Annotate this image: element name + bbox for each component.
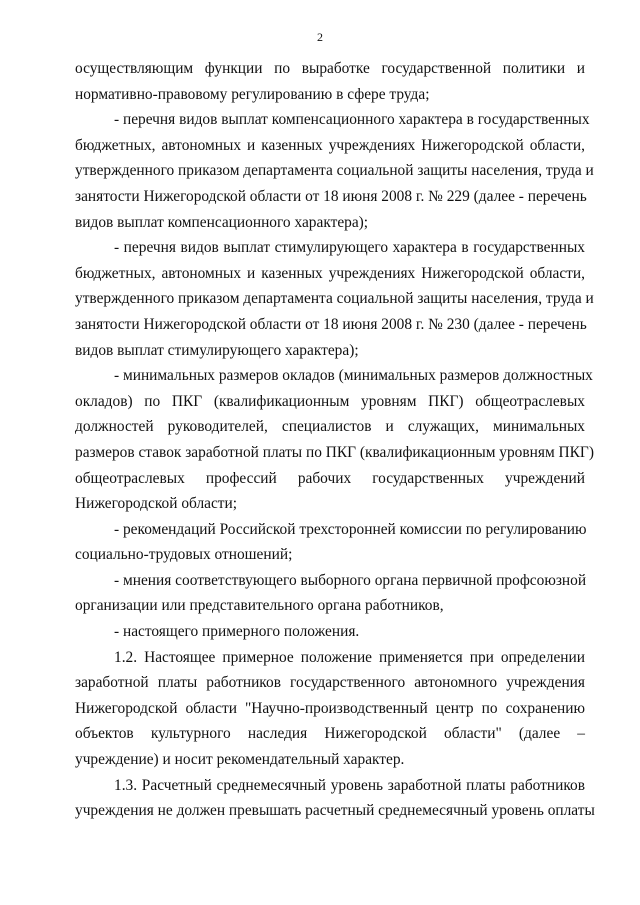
text-line: учреждение) и носит рекомендательный характер. [75,751,405,769]
text-line: утвержденного приказом департамента социальной защиты населения, труда и [75,290,594,308]
text-line: нормативно-правовому регулированию в сфере труда; [75,85,430,103]
document-body [75,56,595,824]
paragraph-p5 [75,568,585,619]
text-line: 1.2. Настоящее примерное положение применяется при определении [114,648,585,666]
paragraph-p7 [75,645,585,773]
paragraph-p6 [75,619,585,645]
text-line: 1.3. Расчетный среднемесячный уровень заработной платы работников [114,776,585,794]
text-line: - настоящего примерного положения. [114,623,360,641]
text-line: Нижегородской области "Научно-производственный центр по сохранению [75,699,585,717]
text-line: видов выплат компенсационного характера); [75,213,369,231]
text-line: занятости Нижегородской области от 18 июня 2008 г. № 230 (далее - перечень [75,315,587,333]
paragraph-p3 [75,363,594,517]
paragraph-p1 [75,107,594,235]
text-line: размеров ставок заработной платы по ПКГ (квалификационным уровням ПКГ) [75,443,594,461]
text-line: бюджетных, автономных и казенных учреждениях Нижегородской области, [75,136,585,154]
paragraph-p4 [75,517,585,568]
text-line: - минимальных размеров окладов (минимальных размеров должностных [114,367,593,385]
text-line: заработной платы работников государственного автономного учреждения [75,674,585,692]
text-line: - перечня видов выплат компенсационного характера в государственных [114,111,590,129]
text-line: объектов культурного наследия Нижегородской области" (далее – [75,725,585,743]
text-line: - перечня видов выплат стимулирующего характера в государственных [114,239,585,257]
text-line: учреждения не должен превышать расчетный среднемесячный уровень оплаты [75,802,595,820]
text-line: - мнения соответствующего выборного органа первичной профсоюзной [114,571,587,589]
text-line: осуществляющим функции по выработке государственной политики и [75,60,585,77]
text-line: социально-трудовых отношений; [75,546,293,564]
paragraph-p2 [75,235,594,363]
text-line: бюджетных, автономных и казенных учреждениях Нижегородской области, [75,264,585,282]
paragraph-p0 [75,56,585,107]
text-line: организации или представительного органа работников, [75,597,444,615]
text-line: окладов) по ПКГ (квалификационным уровням ПКГ) общеотраслевых [75,392,585,410]
text-line: - рекомендаций Российской трехсторонней комиссии по регулированию [114,520,587,538]
text-line: утвержденного приказом департамента социальной защиты населения, труда и [75,162,594,180]
text-line: видов выплат стимулирующего характера); [75,341,359,359]
text-line: занятости Нижегородской области от 18 июня 2008 г. № 229 (далее - перечень [75,187,587,205]
page-number: 2 [317,30,323,44]
text-line: общеотраслевых профессий рабочих государственных учреждений [75,469,585,487]
paragraph-p8 [75,773,595,824]
text-line: Нижегородской области; [75,495,238,513]
text-line: должностей руководителей, специалистов и служащих, минимальных [75,418,585,436]
